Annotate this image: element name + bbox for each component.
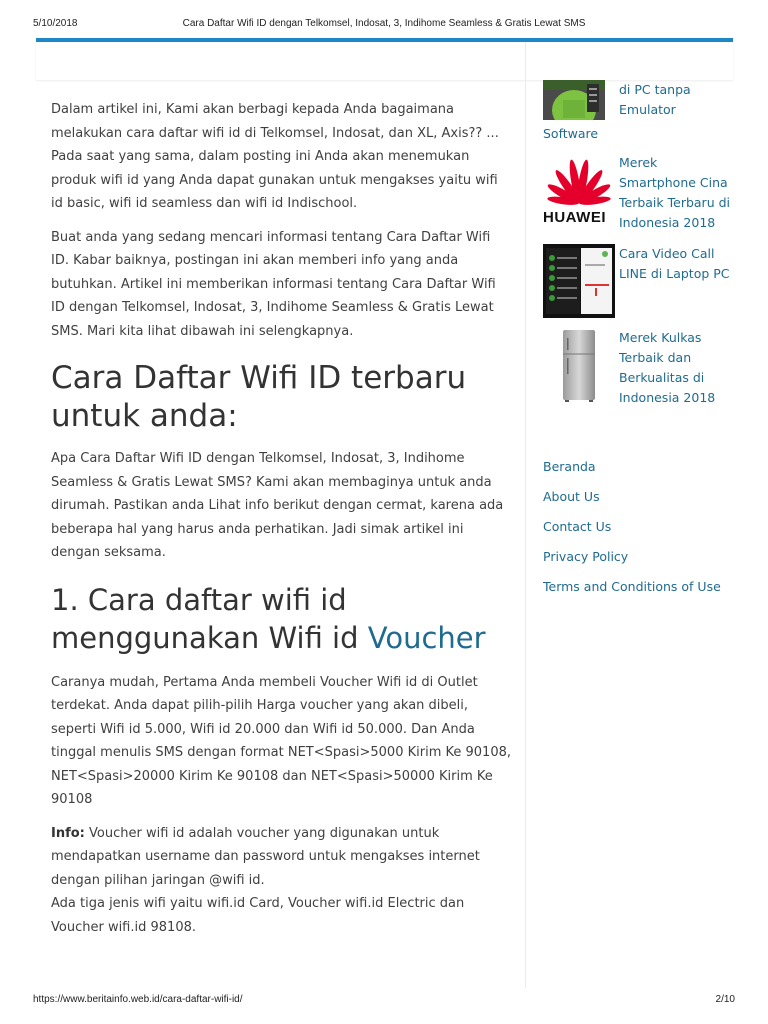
section-heading	[51, 581, 511, 657]
post-thumbnail[interactable]	[543, 80, 605, 120]
footer-links	[543, 452, 721, 602]
third-paragraph: Apa Cara Daftar Wifi ID dengan Telkomsel, Indosat, 3, Indihome Seamless & Gratis Lewat SMS? Kami akan membaginya untuk anda dirumah. Pastikan anda Lihat info berikut dengan cermat, karena ada beberapa hal yang harus anda perhatikan. Jadi simak artikel ini dengan seksama.	[51, 451, 504, 560]
sidebar-post-line[interactable]	[543, 244, 738, 320]
print-page-title: Cara Daftar Wifi ID dengan Telkomsel, Indosat, 3, Indihome Seamless & Gratis Lewat SMS	[182, 18, 586, 29]
post-thumbnail[interactable]	[543, 153, 615, 229]
post-thumbnail[interactable]	[543, 328, 615, 404]
info-label: Info:	[51, 825, 85, 841]
link-terms-conditions[interactable]: Terms and Conditions of Use	[543, 579, 721, 594]
huawei-logo-icon	[543, 153, 615, 209]
voucher-paragraph: Caranya mudah, Pertama Anda membeli Voucher Wifi id di Outlet terdekat. Anda dapat pilih-pilih Harga voucher yang akan dibeli, seperti Wifi id 5.000, Wifi id 20.000 dan Wifi id 50.000. Dan Anda tinggal menulis SMS dengan format NET<Spasi>5000 Kirim Ke 90108, NET<Spasi>20000 Kirim Ke 90108 dan NET<Spasi>50000 Kirim Ke 90108	[51, 674, 511, 807]
article-heading: Cara Daftar Wifi ID terbaru untuk anda:	[51, 360, 467, 434]
sidebar-post-kulkas[interactable]	[543, 328, 738, 408]
refrigerator-icon	[543, 328, 615, 404]
second-paragraph: Buat anda yang sedang mencari informasi tentang Cara Daftar Wifi ID. Kabar baiknya, postingan ini akan memberi info yang anda butuhkan. Artikel ini memberikan informasi tentang Cara Daftar Wifi ID dengan Telkomsel, Indosat, 3, Indihome Seamless & Gratis Lewat SMS. Mari kita lihat dibawah ini selengkapnya.	[51, 229, 496, 339]
post-title-4[interactable]: Merek Kulkas Terbaik dan Berkualitas di Indonesia 2018	[619, 330, 716, 405]
sidebar-post-emulator[interactable]	[543, 80, 738, 140]
print-footer	[0, 994, 768, 1008]
article-body	[51, 98, 511, 939]
post-title-1-tail[interactable]: Software	[543, 126, 599, 141]
link-about-us[interactable]: About Us	[543, 489, 600, 504]
info-paragraph	[51, 822, 511, 940]
print-url: https://www.beritainfo.web.id/cara-daftar-wifi-id/	[33, 994, 243, 1005]
print-header	[0, 18, 768, 32]
column-divider	[525, 42, 526, 988]
screenshot-thumbnail-icon	[543, 244, 615, 318]
link-privacy-policy[interactable]: Privacy Policy	[543, 549, 629, 564]
post-thumbnail[interactable]	[543, 244, 615, 318]
voucher-link[interactable]: Voucher	[367, 620, 486, 655]
link-contact-us[interactable]: Contact Us	[543, 519, 612, 534]
post-title-1[interactable]: di PC tanpa Emulator	[619, 82, 691, 117]
post-title-2[interactable]: Merek Smartphone Cina Terbaik Terbaru di Indonesia 2018	[619, 155, 730, 230]
post-title-3[interactable]: Cara Video Call LINE di Laptop PC	[619, 246, 730, 281]
intro-paragraph: Dalam artikel ini, Kami akan berbagi kepada Anda bagaimana melakukan cara daftar wifi id di Telkomsel, Indosat, dan XL, Axis?? ... Pada saat yang sama, dalam posting ini Anda akan menemukan produk wifi id yang Anda dapat gunakan untuk mengakses yaitu wifi id basic, wifi id seamless dan wifi id Indischool.	[51, 102, 499, 211]
huawei-wordmark: HUAWEI	[543, 209, 606, 226]
page-number: 2/10	[715, 994, 735, 1005]
info-text-2: Ada tiga jenis wifi yaitu wifi.id Card, Voucher wifi.id Electric dan Voucher wifi.id 98108.	[51, 896, 465, 935]
section-heading-text: 1. Cara daftar wifi id menggunakan Wifi id	[51, 582, 368, 655]
info-text: Voucher wifi id adalah voucher yang digunakan untuk mendapatkan username dan password untuk mengakses internet dengan pilihan jaringan @wifi id.	[51, 825, 480, 888]
link-beranda[interactable]: Beranda	[543, 459, 596, 474]
sidebar-post-huawei[interactable]	[543, 153, 738, 233]
navigation-bar[interactable]	[36, 42, 733, 80]
android-thumbnail-icon	[543, 80, 605, 120]
print-date: 5/10/2018	[33, 18, 78, 29]
